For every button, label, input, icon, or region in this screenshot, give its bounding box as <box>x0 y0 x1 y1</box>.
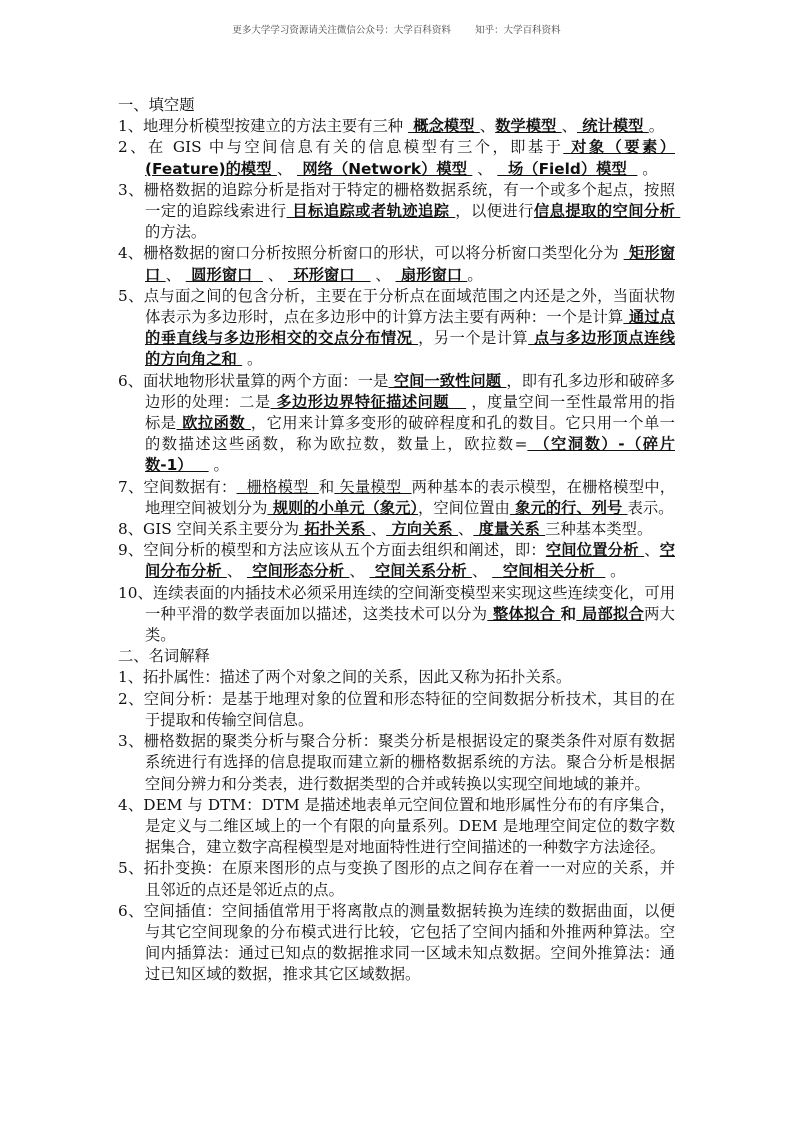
question-text: ，它用来计算多变形的破碎程度和孔的数目。它只用一个单一的数描述这些函数，称为欧拉数，数量上，欧拉数= <box>145 414 675 454</box>
question-text: 两种基本的表示模型，在栅格模型中，地理空间被划分为 <box>145 477 675 517</box>
question-text: 、 <box>458 520 474 539</box>
answer-blank: 拓扑关系 <box>299 520 371 539</box>
definition-item: 6、空间插值：空间插值常用于将离散点的测量数据转换为连续的数据曲面，以便与其它空间现象的分布模式进行比较，它包括了空间内插和外推两种算法。空间内插算法：通过已知点的数据推求同一区域未知点数据。空间外推算法：通过已知区域的数据，推求其它区域数据。 <box>118 901 675 984</box>
question-text: 、 <box>349 562 370 581</box>
question-text: 10、连续表面的内插技术必须采用连续的空间渐变模型来实现这些连续变化，可用一种平滑的数学表面加以描述，这类技术可以分为 <box>118 583 675 623</box>
answer-blank: 象元的行、列号 <box>509 498 628 517</box>
section-title-fill-blank: 一、填空题 <box>118 96 195 114</box>
page-header: 更多大学学习资源请关注微信公众号：大学百科资料 知乎：大学百科资料 <box>232 25 561 36</box>
question-text: 三种基本类型。 <box>545 520 653 539</box>
answer-blank: 环形窗口 <box>288 265 371 284</box>
answer-blank: 规则的小单元（象元） <box>267 498 419 517</box>
definition-item: 3、栅格数据的聚类分析与聚合分析：聚类分析是根据设定的聚类条件对原有数据系统进行有选择的信息提取而建立新的栅格数据系统的方法。聚合分析是根据空间分辨力和分类表，进行数据类型的合并或转换以实现空间地域的兼并。 <box>118 732 675 793</box>
fill-blank-item <box>118 540 675 582</box>
answer-blank: 概念模型 <box>407 117 480 136</box>
answer-blank: 信息提取的空间分析 <box>533 202 681 221</box>
fill-blank-list <box>118 116 681 646</box>
document-body <box>118 95 681 986</box>
question-text: 。 <box>467 265 483 284</box>
question-text: 表示。 <box>627 498 674 517</box>
question-text: 、 <box>262 265 288 284</box>
answer-blank: 目标追踪或者轨迹追踪 <box>286 202 456 221</box>
question-text: 。 <box>605 562 626 581</box>
answer-blank: （空洞数）-（碎片数-1） <box>145 435 675 475</box>
question-text: 3、栅格数据的追踪分析是指对于特定的栅格数据系统，有一个或多个起点，按照一定的追踪线索进行 <box>118 180 675 221</box>
question-text: 、 <box>479 117 496 136</box>
definition-item: 1、拓扑属性：描述了两个对象之间的关系，因此又称为拓扑关系。 <box>118 668 572 687</box>
answer-blank: 空间相关分析 <box>492 562 606 581</box>
question-text: ，空间位置由 <box>418 498 510 517</box>
question-text: 5、点与面之间的包含分析，主要在于分析点在面域范围之内还是之外，当面状物体表示为多边形时，点在多边形中的计算方法主要有两种：一个是计算 <box>118 286 675 327</box>
fill-blank-item <box>118 137 675 179</box>
answer-blank: 空间关系分析 <box>369 562 473 581</box>
question-text: 和 <box>560 604 577 623</box>
answer-blank: 度量关系 <box>473 520 546 539</box>
answer-blank: 空间分布分析 <box>145 541 675 581</box>
answer-blank: 点与多边形顶点连线的方向角之和 <box>145 329 676 369</box>
answer-blank: 栅格模型 <box>236 477 319 496</box>
question-text: 、 <box>165 265 186 284</box>
answer-blank: 网络（Network）模型 <box>297 159 473 178</box>
fill-blank-item <box>118 519 675 540</box>
fill-blank-item <box>118 116 675 137</box>
question-text: 。 <box>208 456 229 475</box>
question-text: 、 <box>561 117 577 136</box>
answer-blank: 扇形窗口 <box>395 265 468 284</box>
fill-blank-item <box>118 583 675 647</box>
question-text: 8、GIS 空间关系主要分为 <box>118 520 300 539</box>
answer-blank: 局部拟合 <box>576 604 645 623</box>
question-text: 、 <box>370 520 387 539</box>
question-text: 。 <box>637 159 658 178</box>
definition-item: 4、DEM 与 DTM：DTM 是描述地表单元空间位置和地形属性分布的有序集合，是定义与二维区域上的一个有限的向量系列。DEM 是地理空间定位的数字数据集合，建立数字高程模型是对地面特性进行空间描述的一种数字方法途径。 <box>118 795 675 857</box>
answer-blank: 数学模型 <box>495 117 562 136</box>
fill-blank-item <box>118 180 681 244</box>
question-text: 、 <box>226 562 247 581</box>
question-text: ，度量空间一至性最常用的指标是 <box>145 392 675 433</box>
answer-blank: 空间位置分析 <box>545 541 645 560</box>
answer-blank: 空间形态分析 <box>246 562 350 581</box>
question-text: 、 <box>276 159 298 178</box>
fill-blank-item <box>118 286 675 371</box>
question-text: 的方法。 <box>145 223 207 242</box>
section-title-definitions: 二、名词解释 <box>118 647 210 666</box>
question-text: 1、地理分析模型按建立的方法主要有三种 <box>118 117 408 136</box>
question-text: ，即有孔多边形和破碎多边形的处理：二是 <box>145 371 675 411</box>
question-text: ，以便进行 <box>455 202 534 221</box>
question-text: 和 <box>318 477 335 496</box>
answer-blank: 圆形窗口 <box>185 265 263 284</box>
fill-blank-item <box>118 477 675 519</box>
fill-blank-item <box>118 243 675 285</box>
answer-blank: 对象（要素）(Feature)的模型 <box>145 138 675 178</box>
answer-blank: 统计模型 <box>576 117 649 136</box>
question-text: 。 <box>648 117 665 136</box>
question-text: 4、栅格数据的窗口分析按照分析窗口的形状，可以将分析窗口类型化分为 <box>118 244 624 263</box>
question-text: 7、空间数据有： <box>118 477 237 496</box>
answer-blank: 多边形边界特征描述问题 <box>270 392 467 411</box>
answer-blank: 矩形窗口 <box>145 244 675 284</box>
definition-item: 5、拓扑变换：在原来图形的点与变换了图形的点之间存在着一一对应的关系，并且邻近的点还是邻近点的点。 <box>118 859 675 899</box>
definition-item: 2、空间分析：是基于地理对象的位置和形态特征的空间数据分析技术，其目的在于提取和传输空间信息。 <box>118 689 675 729</box>
question-text: 。 <box>242 350 263 369</box>
question-text: 2、在 GIS 中与空间信息有关的信息模型有三个，即基于 <box>118 138 564 157</box>
answer-blank: 整体拟合 <box>487 604 561 623</box>
answer-blank: 场（Field）模型 <box>497 159 638 178</box>
question-text: ，另一个是计算 <box>418 329 529 348</box>
answer-blank: 空间一致性问题 <box>388 371 507 390</box>
answer-blank: 方向关系 <box>386 520 459 539</box>
question-text: 、 <box>370 265 396 284</box>
question-text: 9、空间分析的模型和方法应该从五个方面去组织和阐述，即： <box>118 541 546 560</box>
question-text: 、 <box>472 159 498 178</box>
answer-blank: 通过点的垂直线与多边形相交的交点分布情况 <box>145 308 675 348</box>
question-text: 6、面状地物形状量算的两个方面：一是 <box>118 371 389 390</box>
fill-blank-item <box>118 371 675 477</box>
answer-blank: 矢量模型 <box>334 477 412 496</box>
question-text: 、 <box>644 541 660 560</box>
answer-blank: 欧拉函数 <box>176 414 251 433</box>
question-text: 两大类。 <box>145 604 675 645</box>
question-text: 、 <box>472 562 493 581</box>
definition-list <box>118 667 675 985</box>
